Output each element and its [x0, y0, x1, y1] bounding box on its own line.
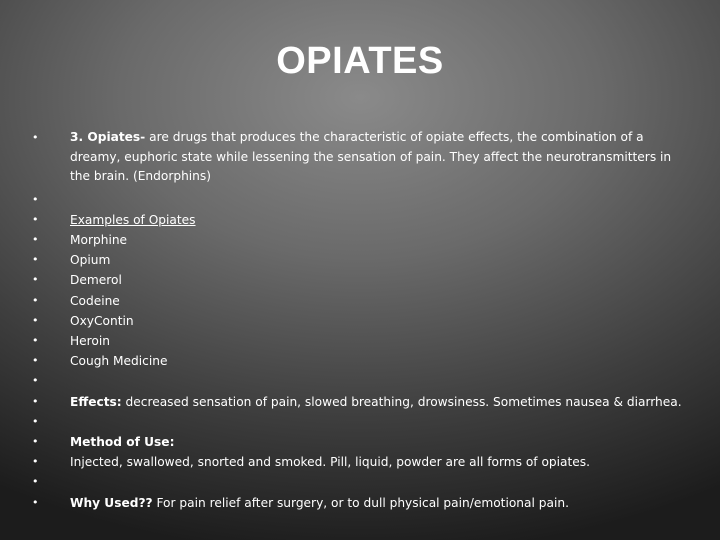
list-item — [32, 230, 692, 250]
definition-text — [70, 128, 692, 187]
bullet-icon: • — [32, 394, 39, 408]
bullet-icon: • — [32, 253, 39, 267]
why-label: Why Used?? — [70, 495, 153, 510]
list-item — [32, 392, 692, 412]
bullet-icon: • — [32, 414, 39, 428]
list-item — [32, 412, 692, 432]
list-item — [32, 331, 692, 351]
effects-label: Effects: — [70, 394, 122, 409]
example-item: Heroin — [70, 333, 110, 348]
definition-body: are drugs that produces the characteristic of opiate effects, the combination of a dreamy, euphoric state while lessening the sensation of pain. They affect the neurotransmitters in the brain. (Endorphins) — [70, 130, 672, 183]
why-text — [70, 493, 692, 513]
effects-body: decreased sensation of pain, slowed breathing, drowsiness. Sometimes nausea & diarrhea. — [121, 394, 682, 409]
bullet-icon: • — [32, 455, 39, 469]
bullet-icon: • — [32, 131, 39, 144]
method-label: Method of Use: — [70, 434, 175, 449]
list-item — [32, 452, 692, 472]
list-item — [32, 351, 692, 371]
bullet-icon: • — [32, 232, 39, 246]
list-item — [32, 190, 692, 210]
example-item: Morphine — [70, 232, 128, 247]
bullet-icon: • — [32, 313, 39, 327]
list-item — [32, 291, 692, 311]
definition-label: 3. Opiates- — [70, 130, 146, 144]
bullet-icon: • — [32, 273, 39, 287]
bullet-icon: • — [32, 475, 39, 489]
bullet-icon: • — [32, 495, 39, 509]
method-body: Injected, swallowed, snorted and smoked. Pill, liquid, powder are all forms of opiates. — [70, 455, 591, 470]
list-item — [32, 432, 692, 452]
list-item — [32, 472, 692, 492]
bullet-icon: • — [32, 192, 39, 206]
list-item — [32, 128, 692, 187]
slide-title: OPIATES — [276, 40, 444, 82]
effects-text — [70, 392, 692, 412]
bullet-icon: • — [32, 293, 39, 307]
list-item — [32, 371, 692, 391]
bullet-icon: • — [32, 354, 39, 368]
example-item: Opium — [70, 253, 111, 268]
bullet-icon: • — [32, 212, 39, 226]
list-item — [32, 493, 692, 513]
bullet-icon: • — [32, 374, 39, 388]
list-item — [32, 311, 692, 331]
list-item — [32, 210, 692, 230]
bullet-icon: • — [32, 333, 39, 347]
list-item — [32, 270, 692, 290]
bullet-icon: • — [32, 434, 39, 448]
example-item: Cough Medicine — [70, 354, 168, 369]
method-label-text — [70, 432, 692, 452]
example-item: Codeine — [70, 293, 120, 308]
list-item — [32, 250, 692, 270]
bullet-list — [32, 128, 692, 513]
examples-heading: Examples of Opiates — [70, 212, 196, 227]
why-body: For pain relief after surgery, or to dull physical pain/emotional pain. — [152, 495, 569, 510]
example-item: Demerol — [70, 273, 122, 288]
example-item: OxyContin — [70, 313, 134, 328]
